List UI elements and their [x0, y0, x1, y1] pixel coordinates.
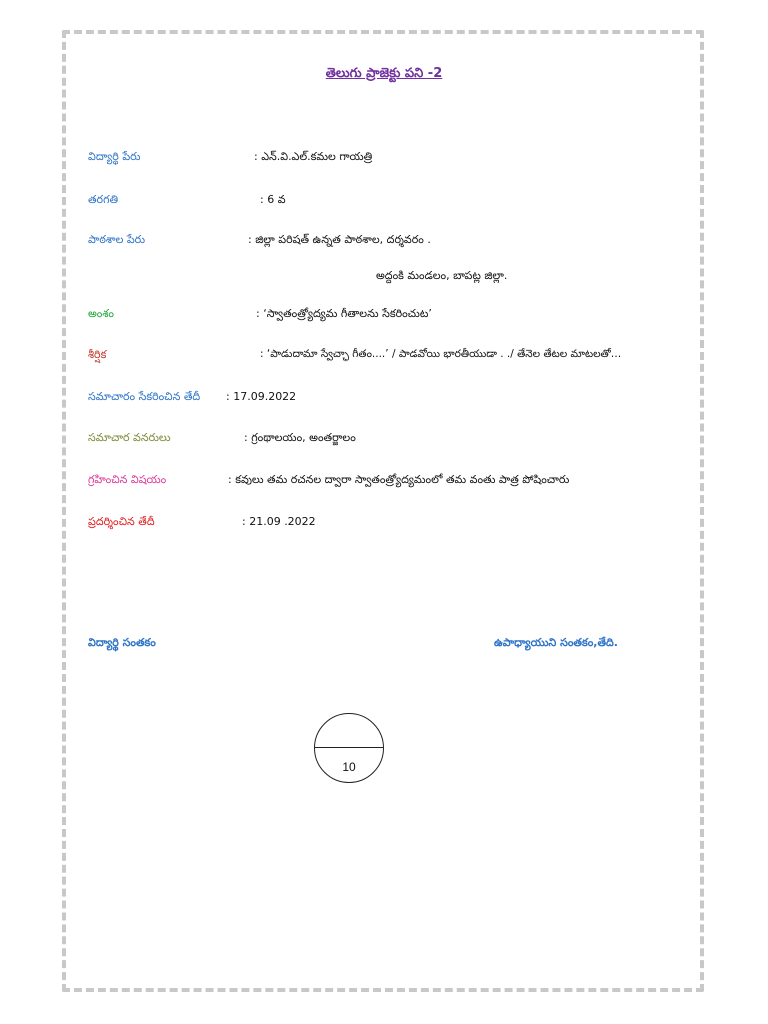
field-label: పాఠశాల పేరు — [88, 233, 146, 246]
field-value: : ‘స్వాతంత్ర్యోద్యమ గీతాలను సేకరించుట’ — [256, 307, 432, 320]
field-value: : గ్రంథాలయం, అంతర్జాలం — [244, 431, 356, 444]
field-presented-date — [88, 515, 728, 535]
field-label: గ్రహించిన విషయం — [88, 473, 167, 486]
field-label: శీర్షిక — [88, 348, 107, 361]
field-value: : 21.09 .2022 — [242, 515, 316, 528]
field-value: అద్దంకి మండలం, బాపట్ల జిల్లా. — [376, 269, 508, 282]
field-value: : జిల్లా పరిషత్ ఉన్నత పాఠశాల, దర్శవరం . — [248, 233, 431, 246]
field-sources — [88, 431, 728, 451]
field-school-name — [88, 233, 728, 253]
field-label: తరగతి — [88, 193, 119, 206]
field-collected-date — [88, 390, 728, 410]
field-value: : 6 వ — [260, 193, 286, 206]
field-label: విద్యార్థి పేరు — [88, 150, 141, 163]
field-value: : 17.09.2022 — [226, 390, 297, 403]
field-label: ప్రదర్శించిన తేదీ — [88, 515, 155, 528]
student-signature-label: విద్యార్థి సంతకం — [88, 636, 156, 649]
field-topic — [88, 307, 728, 327]
field-heading — [88, 348, 728, 368]
page-border — [62, 30, 704, 992]
field-label: సమాచారం సేకరించిన తేదీ — [88, 390, 201, 403]
field-value: : ‘పాడుదామా స్వేచ్ఛా గీతం....’ / పాడవోయి భారతీయుడా . ./ తేనెల తేటల మాటలతో… — [260, 348, 622, 360]
field-label: సమాచార వనరులు — [88, 431, 171, 444]
teacher-signature-label: ఉపాధ్యాయుని సంతకం,తేది. — [494, 636, 618, 649]
grade-circle — [314, 713, 384, 783]
document-title: తెలుగు ప్రాజెక్టు పని -2 — [325, 66, 443, 81]
field-label: అంశం — [88, 307, 115, 320]
grade-circle-divider — [315, 747, 383, 748]
field-value: : ఎన్.వి.ఎల్.కమల గాయత్రి — [254, 150, 373, 163]
grade-score: 10 — [342, 760, 356, 774]
field-learned — [88, 473, 728, 493]
field-class — [88, 193, 728, 213]
field-school-address — [88, 269, 728, 289]
field-value: : కవులు తమ రచనల ద్వారా స్వాతంత్ర్యోద్యమంలో తమ వంతు పాత్ర పోషించారు — [228, 473, 570, 486]
field-student-name — [88, 150, 728, 170]
